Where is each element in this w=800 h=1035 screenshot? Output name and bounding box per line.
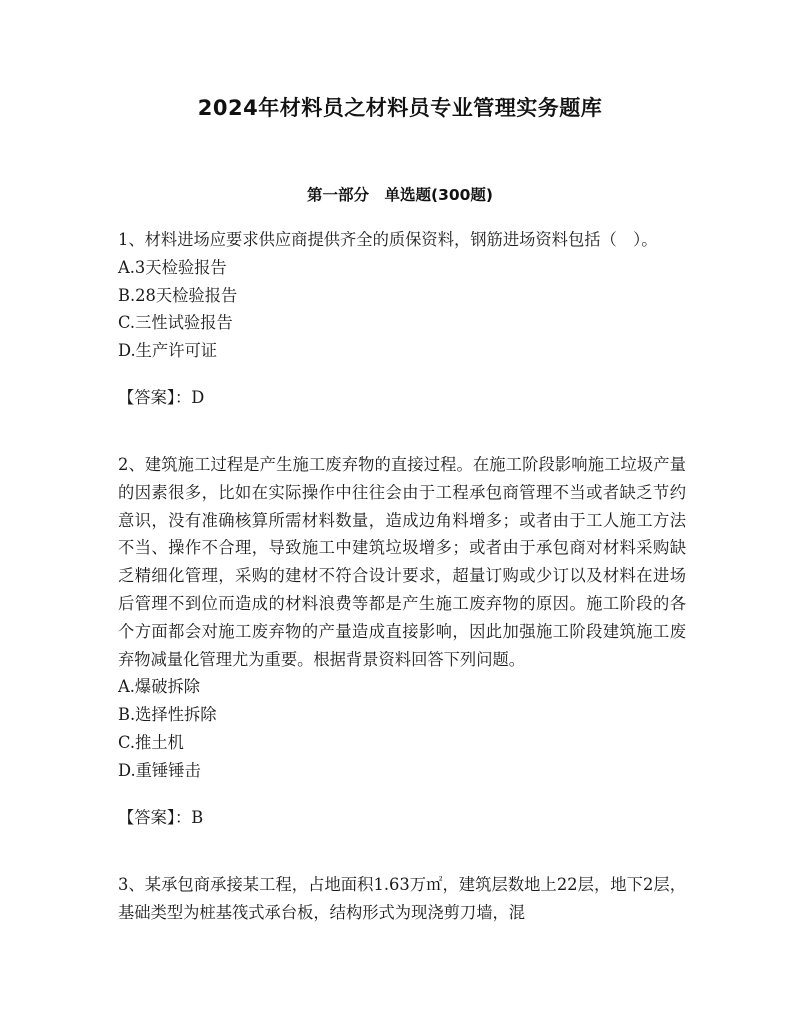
option-d: D.重锤锤击 (118, 760, 201, 780)
document-title: 2024年材料员之材料员专业管理实务题库 (197, 96, 603, 120)
question-stem: 2、建筑施工过程是产生施工废弃物的直接过程。在施工阶段影响施工垃圾产量的因素很多，比如在实际操作中往往会由于工程承包商管理不当或者缺乏节约意识，没有准确核算所需材料数量，造成边角料增多；或者由于工人施工方法不当、操作不合理，导致施工中建筑垃圾增多；或者由于承包商对材料采购缺乏精细化管理，采购的建材不符合设计要求，超量订购或少订以及材料在进场后管理不到位而造成的材料浪费等都是产生施工废弃物的原因。施工阶段的各个方面都会对施工废弃物的产量造成直接影响，因此加强施工阶段建筑施工废弃物减量化管理尤为重要。根据背景资料回答下列问题。 (118, 455, 686, 669)
option-b: B.28天检验报告 (118, 285, 238, 305)
option-a: A.3天检验报告 (118, 257, 227, 277)
question-3 (118, 871, 686, 927)
section-title: 第一部分 单选题(300题) (306, 186, 494, 204)
question-stem: 3、某承包商承接某工程，占地面积1.63万㎡，建筑层数地上22层，地下2层，基础类型为桩基筏式承台板，结构形式为现浇剪刀墙，混 (118, 875, 686, 922)
question-stem: 1、材料进场应要求供应商提供齐全的质保资料，钢筋进场资料包括（ ）。 (118, 230, 658, 249)
answer-line: 【答案】：B (118, 807, 204, 827)
option-c: C.三性试验报告 (118, 313, 233, 333)
question-2 (118, 451, 686, 831)
question-1 (118, 226, 686, 412)
option-b: B.选择性拆除 (118, 705, 217, 725)
option-c: C.推土机 (118, 732, 184, 752)
answer-line: 【答案】：D (118, 387, 205, 407)
option-a: A.爆破拆除 (118, 677, 201, 697)
option-d: D.生产许可证 (118, 341, 218, 361)
